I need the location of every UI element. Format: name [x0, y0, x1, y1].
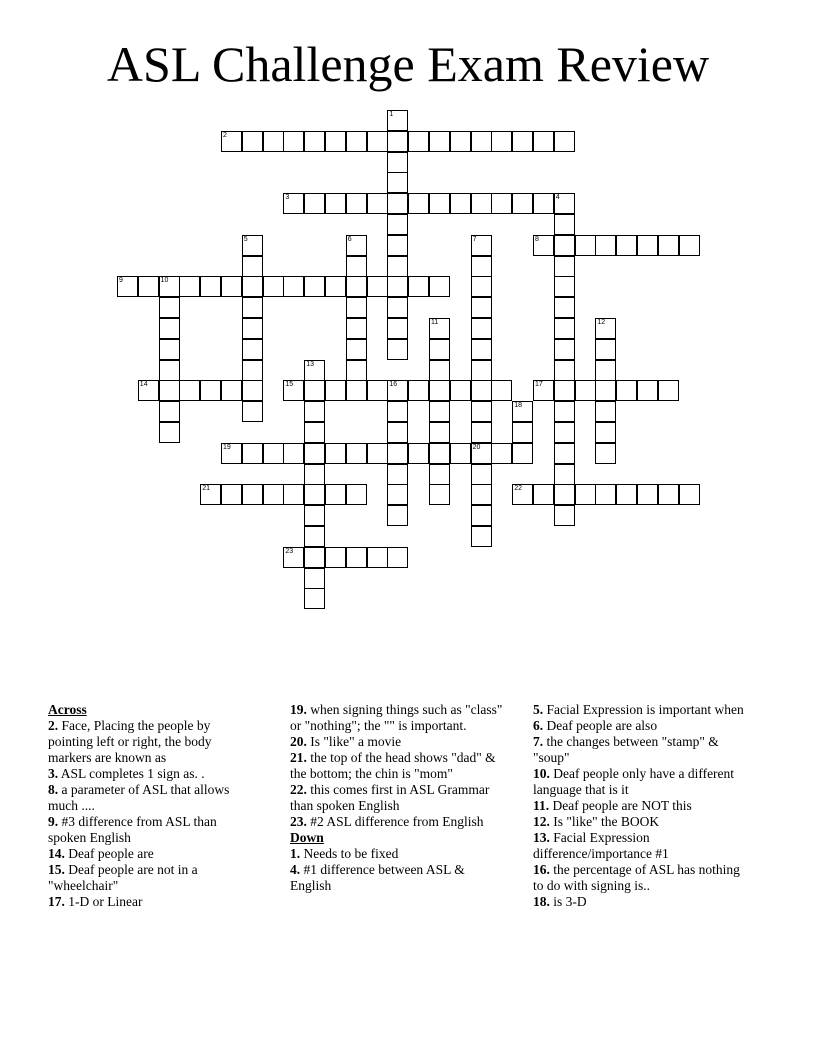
- grid-cell[interactable]: [491, 380, 512, 401]
- clue-item-number: 10.: [533, 766, 550, 781]
- clue-item-number: 12.: [533, 814, 550, 829]
- grid-cell[interactable]: [283, 484, 304, 505]
- clue-item-text: the changes between "stamp" & "soup": [533, 734, 719, 765]
- clue-item: [533, 830, 753, 862]
- clue-item-text: a parameter of ASL that allows much ....: [48, 782, 230, 813]
- clue-item-text: Face, Placing the people by pointing left or right, the body markers are known as: [48, 718, 212, 765]
- clues-column-2: [290, 702, 505, 894]
- grid-cell[interactable]: [450, 380, 471, 401]
- grid-cell[interactable]: [471, 401, 492, 422]
- grid-cell[interactable]: [595, 484, 616, 505]
- clue-number: 15: [285, 381, 294, 389]
- clue-item-text: Deaf people only have a different language that is it: [533, 766, 735, 797]
- clue-number: 8: [535, 235, 539, 243]
- clue-item-text: Deaf people are also: [543, 718, 658, 733]
- grid-cell[interactable]: [408, 380, 429, 401]
- grid-cell[interactable]: [595, 380, 616, 401]
- grid-cell[interactable]: [367, 276, 388, 297]
- grid-cell[interactable]: [346, 318, 367, 339]
- clue-item: [290, 814, 505, 830]
- grid-cell[interactable]: [533, 380, 554, 401]
- grid-cell[interactable]: [429, 443, 450, 464]
- grid-cell[interactable]: [304, 131, 325, 152]
- clue-item-text: Facial Expression difference/importance #1: [533, 830, 669, 861]
- grid-cell[interactable]: [304, 401, 325, 422]
- clue-item: [290, 846, 505, 862]
- grid-cell[interactable]: [346, 297, 367, 318]
- grid-cell[interactable]: [138, 276, 159, 297]
- grid-cell[interactable]: [637, 484, 658, 505]
- clue-item-number: 3.: [48, 766, 59, 781]
- grid-cell[interactable]: [325, 131, 346, 152]
- grid-cell[interactable]: [325, 443, 346, 464]
- grid-cell[interactable]: [200, 380, 221, 401]
- clue-item-text: when signing things such as "class" or "nothing"; the "" is important.: [290, 702, 503, 733]
- clue-item-text: Deaf people are not in a "wheelchair": [48, 862, 198, 893]
- clues-column-3: [533, 702, 753, 910]
- grid-cell[interactable]: [304, 505, 325, 526]
- grid-cell[interactable]: [263, 484, 284, 505]
- grid-cell[interactable]: [616, 380, 637, 401]
- grid-cell[interactable]: [595, 360, 616, 381]
- grid-cell[interactable]: [221, 443, 242, 464]
- grid-cell[interactable]: [346, 276, 367, 297]
- clue-item: [533, 894, 753, 910]
- grid-cell[interactable]: [512, 401, 533, 422]
- grid-cell[interactable]: [533, 131, 554, 152]
- clue-item-text: Is "like" a movie: [306, 734, 402, 749]
- clue-item-number: 1.: [290, 846, 301, 861]
- grid-cell[interactable]: [408, 131, 429, 152]
- clue-number: 23: [285, 547, 294, 555]
- grid-cell[interactable]: [554, 380, 575, 401]
- grid-cell[interactable]: [554, 235, 575, 256]
- grid-cell[interactable]: [491, 131, 512, 152]
- clue-number: 13: [306, 360, 314, 368]
- grid-cell[interactable]: [408, 443, 429, 464]
- clue-item-text: Deaf people are NOT this: [549, 798, 692, 813]
- grid-cell[interactable]: [387, 484, 408, 505]
- clue-item-number: 22.: [290, 782, 307, 797]
- grid-cell[interactable]: [554, 360, 575, 381]
- grid-cell[interactable]: [346, 235, 367, 256]
- clue-item: [48, 846, 258, 862]
- clue-item-number: 14.: [48, 846, 65, 861]
- grid-cell[interactable]: [471, 422, 492, 443]
- clue-item-text: Needs to be fixed: [300, 846, 399, 861]
- grid-cell[interactable]: [429, 360, 450, 381]
- grid-cell[interactable]: [242, 131, 263, 152]
- grid-cell[interactable]: [159, 360, 180, 381]
- grid-cell[interactable]: [242, 401, 263, 422]
- grid-cell[interactable]: [346, 339, 367, 360]
- grid-cell[interactable]: [554, 193, 575, 214]
- page-title: ASL Challenge Exam Review: [106, 36, 710, 92]
- clue-item-number: 21.: [290, 750, 307, 765]
- clue-number: 7: [472, 235, 477, 243]
- grid-cell[interactable]: [283, 443, 304, 464]
- grid-cell[interactable]: [471, 339, 492, 360]
- grid-cell[interactable]: [200, 276, 221, 297]
- down-header: Down: [290, 830, 324, 845]
- grid-cell[interactable]: [471, 380, 492, 401]
- grid-cell[interactable]: [387, 318, 408, 339]
- grid-cell[interactable]: [658, 235, 679, 256]
- grid-cell[interactable]: [554, 401, 575, 422]
- grid-cell[interactable]: [491, 443, 512, 464]
- grid-cell[interactable]: [471, 443, 492, 464]
- clue-number: 1: [389, 111, 394, 118]
- clue-item-number: 7.: [533, 734, 544, 749]
- grid-cell[interactable]: [159, 401, 180, 422]
- grid-cell[interactable]: [304, 380, 325, 401]
- grid-cell[interactable]: [242, 297, 263, 318]
- grid-cell[interactable]: [471, 193, 492, 214]
- clue-item: [533, 798, 753, 814]
- grid-cell[interactable]: [471, 276, 492, 297]
- clue-item: [533, 766, 753, 798]
- grid-cell[interactable]: [159, 318, 180, 339]
- grid-cell[interactable]: [304, 443, 325, 464]
- grid-cell[interactable]: [179, 276, 200, 297]
- clue-item: [533, 862, 753, 894]
- grid-cell[interactable]: [616, 484, 637, 505]
- grid-cell[interactable]: [637, 380, 658, 401]
- grid-cell[interactable]: [679, 484, 700, 505]
- grid-cell[interactable]: [554, 318, 575, 339]
- clue-item-text: Is "like" the BOOK: [549, 814, 660, 829]
- clue-number: 2: [223, 131, 227, 139]
- clue-item: [48, 894, 258, 910]
- clue-number: 20: [472, 443, 481, 451]
- grid-cell[interactable]: [159, 297, 180, 318]
- clue-number: 19: [223, 443, 231, 451]
- clue-number: 17: [535, 381, 543, 389]
- grid-cell[interactable]: [429, 401, 450, 422]
- clue-item-number: 17.: [48, 894, 65, 909]
- grid-cell[interactable]: [387, 380, 408, 401]
- clue-number: 9: [119, 277, 123, 285]
- grid-cell[interactable]: [387, 401, 408, 422]
- clue-item-text: this comes first in ASL Grammar than spoken English: [290, 782, 490, 813]
- grid-cell[interactable]: [554, 214, 575, 235]
- grid-cell[interactable]: [450, 193, 471, 214]
- clue-number: 11: [431, 319, 439, 326]
- clue-item-number: 15.: [48, 862, 65, 877]
- clue-number: 16: [389, 381, 398, 389]
- grid-cell[interactable]: [242, 256, 263, 277]
- grid-cell[interactable]: [387, 110, 408, 131]
- grid-cell[interactable]: [325, 547, 346, 568]
- grid-cell[interactable]: [554, 256, 575, 277]
- grid-cell[interactable]: [429, 380, 450, 401]
- grid-cell[interactable]: [554, 464, 575, 485]
- grid-cell[interactable]: [595, 422, 616, 443]
- grid-cell[interactable]: [304, 360, 325, 381]
- clue-item: [48, 766, 258, 782]
- across-header: Across: [48, 702, 87, 717]
- clue-item-text: #3 difference from ASL than spoken English: [48, 814, 217, 845]
- grid-cell[interactable]: [387, 297, 408, 318]
- grid-cell[interactable]: [429, 131, 450, 152]
- grid-cell[interactable]: [595, 443, 616, 464]
- clue-item-number: 19.: [290, 702, 307, 717]
- grid-cell[interactable]: [387, 422, 408, 443]
- grid-cell[interactable]: [242, 484, 263, 505]
- grid-cell[interactable]: [367, 193, 388, 214]
- clue-item-number: 6.: [533, 718, 544, 733]
- grid-cell[interactable]: [263, 443, 284, 464]
- clue-number: 18: [514, 402, 522, 410]
- clue-item-number: 9.: [48, 814, 59, 829]
- grid-cell[interactable]: [512, 422, 533, 443]
- clue-number: 3: [285, 194, 290, 202]
- grid-cell[interactable]: [367, 380, 388, 401]
- grid-cell[interactable]: [554, 422, 575, 443]
- grid-cell[interactable]: [346, 484, 367, 505]
- grid-cell[interactable]: [263, 131, 284, 152]
- clue-item: [533, 702, 753, 718]
- grid-cell[interactable]: [325, 484, 346, 505]
- grid-cell[interactable]: [471, 235, 492, 256]
- grid-cell[interactable]: [159, 276, 180, 297]
- grid-cell[interactable]: [512, 131, 533, 152]
- grid-cell[interactable]: [450, 131, 471, 152]
- grid-cell[interactable]: [429, 318, 450, 339]
- grid-cell[interactable]: [554, 443, 575, 464]
- clue-item: [48, 814, 258, 846]
- clue-number: 10: [160, 277, 169, 285]
- grid-cell[interactable]: [533, 193, 554, 214]
- clue-item-text: 1-D or Linear: [64, 894, 143, 909]
- grid-cell[interactable]: [346, 360, 367, 381]
- grid-cell[interactable]: [429, 464, 450, 485]
- grid-cell[interactable]: [304, 588, 325, 609]
- grid-cell[interactable]: [595, 401, 616, 422]
- clue-number: 12: [597, 319, 606, 326]
- clue-item-number: 5.: [533, 702, 544, 717]
- grid-cell[interactable]: [242, 380, 263, 401]
- grid-cell[interactable]: [471, 297, 492, 318]
- grid-cell[interactable]: [221, 484, 242, 505]
- grid-cell[interactable]: [304, 568, 325, 589]
- grid-cell[interactable]: [491, 193, 512, 214]
- grid-cell[interactable]: [159, 380, 180, 401]
- clue-item-text: ASL completes 1 sign as. .: [58, 766, 205, 781]
- clue-item: [533, 718, 753, 734]
- clue-item-number: 18.: [533, 894, 550, 909]
- clue-number: 6: [347, 235, 352, 243]
- grid-cell[interactable]: [471, 256, 492, 277]
- clue-item-number: 2.: [48, 718, 59, 733]
- grid-cell[interactable]: [242, 339, 263, 360]
- grid-cell[interactable]: [512, 484, 533, 505]
- grid-cell[interactable]: [242, 360, 263, 381]
- clue-item-number: 11.: [533, 798, 550, 813]
- grid-cell[interactable]: [387, 464, 408, 485]
- grid-cell[interactable]: [346, 547, 367, 568]
- grid-cell[interactable]: [408, 193, 429, 214]
- grid-cell[interactable]: [304, 193, 325, 214]
- clue-item-number: 16.: [533, 862, 550, 877]
- clue-item-number: 23.: [290, 814, 307, 829]
- grid-cell[interactable]: [159, 422, 180, 443]
- grid-cell[interactable]: [346, 380, 367, 401]
- grid-cell[interactable]: [533, 235, 554, 256]
- grid-cell[interactable]: [554, 484, 575, 505]
- grid-cell[interactable]: [242, 443, 263, 464]
- grid-cell[interactable]: [471, 464, 492, 485]
- grid-cell[interactable]: [263, 276, 284, 297]
- clue-item: [48, 782, 258, 814]
- grid-cell[interactable]: [387, 443, 408, 464]
- clue-number: 5: [243, 235, 248, 243]
- grid-cell[interactable]: [512, 443, 533, 464]
- grid-cell[interactable]: [242, 276, 263, 297]
- grid-cell[interactable]: [367, 131, 388, 152]
- clue-item-number: 8.: [48, 782, 59, 797]
- grid-cell[interactable]: [575, 235, 596, 256]
- grid-cell[interactable]: [242, 318, 263, 339]
- grid-cell[interactable]: [367, 547, 388, 568]
- grid-cell[interactable]: [387, 276, 408, 297]
- grid-cell[interactable]: [637, 235, 658, 256]
- grid-cell[interactable]: [429, 193, 450, 214]
- grid-cell[interactable]: [471, 505, 492, 526]
- grid-cell[interactable]: [221, 131, 242, 152]
- grid-cell[interactable]: [179, 380, 200, 401]
- grid-cell[interactable]: [595, 318, 616, 339]
- grid-cell[interactable]: [554, 131, 575, 152]
- grid-cell[interactable]: [679, 235, 700, 256]
- clue-item-text: is 3-D: [549, 894, 587, 909]
- grid-cell[interactable]: [429, 484, 450, 505]
- grid-cell[interactable]: [138, 380, 159, 401]
- grid-cell[interactable]: [554, 297, 575, 318]
- grid-cell[interactable]: [346, 256, 367, 277]
- grid-cell[interactable]: [575, 484, 596, 505]
- grid-cell[interactable]: [471, 484, 492, 505]
- grid-cell[interactable]: [554, 505, 575, 526]
- grid-cell[interactable]: [283, 131, 304, 152]
- grid-cell[interactable]: [471, 360, 492, 381]
- grid-cell[interactable]: [325, 276, 346, 297]
- grid-cell[interactable]: [200, 484, 221, 505]
- grid-cell[interactable]: [387, 235, 408, 256]
- grid-cell[interactable]: [346, 131, 367, 152]
- grid-cell[interactable]: [283, 276, 304, 297]
- clue-item-text: #2 ASL difference from English: [306, 814, 484, 829]
- grid-cell[interactable]: [325, 193, 346, 214]
- clue-item: [290, 702, 505, 734]
- grid-cell[interactable]: [575, 380, 596, 401]
- grid-cell[interactable]: [242, 235, 263, 256]
- grid-cell[interactable]: [658, 484, 679, 505]
- clue-number: 22: [514, 485, 522, 493]
- grid-cell[interactable]: [616, 235, 637, 256]
- clue-item: [290, 750, 505, 782]
- grid-cell[interactable]: [387, 193, 408, 214]
- grid-cell[interactable]: [471, 526, 492, 547]
- clue-item-text: Deaf people are: [64, 846, 154, 861]
- grid-cell[interactable]: [408, 276, 429, 297]
- clue-item: [48, 718, 258, 766]
- grid-cell[interactable]: [367, 443, 388, 464]
- clue-item: [48, 862, 258, 894]
- grid-cell[interactable]: [117, 276, 138, 297]
- grid-cell[interactable]: [533, 484, 554, 505]
- grid-cell[interactable]: [221, 380, 242, 401]
- grid-cell[interactable]: [387, 214, 408, 235]
- grid-cell[interactable]: [512, 193, 533, 214]
- clue-item-text: the percentage of ASL has nothing to do with signing is..: [533, 862, 740, 893]
- grid-cell[interactable]: [304, 422, 325, 443]
- grid-cell[interactable]: [159, 339, 180, 360]
- clue-item: [533, 814, 753, 830]
- grid-cell[interactable]: [429, 276, 450, 297]
- grid-cell[interactable]: [429, 339, 450, 360]
- grid-cell[interactable]: [304, 276, 325, 297]
- grid-cell[interactable]: [283, 193, 304, 214]
- grid-cell[interactable]: [346, 193, 367, 214]
- grid-cell[interactable]: [304, 547, 325, 568]
- clue-number: 4: [555, 194, 560, 202]
- grid-cell[interactable]: [471, 131, 492, 152]
- clue-item-text: #1 difference between ASL & English: [290, 862, 465, 893]
- grid-cell[interactable]: [658, 380, 679, 401]
- grid-cell[interactable]: [554, 339, 575, 360]
- clue-item: [290, 782, 505, 814]
- clue-item-text: the top of the head shows "dad" & the bottom; the chin is "mom": [290, 750, 496, 781]
- grid-cell[interactable]: [304, 526, 325, 547]
- grid-cell[interactable]: [283, 547, 304, 568]
- grid-cell[interactable]: [450, 443, 471, 464]
- grid-cell[interactable]: [387, 505, 408, 526]
- clue-item-number: 13.: [533, 830, 550, 845]
- grid-cell[interactable]: [387, 547, 408, 568]
- grid-cell[interactable]: [387, 131, 408, 152]
- grid-cell[interactable]: [346, 443, 367, 464]
- grid-cell[interactable]: [221, 276, 242, 297]
- grid-cell[interactable]: [595, 339, 616, 360]
- clue-item: [290, 862, 505, 894]
- clue-number: 14: [139, 381, 148, 389]
- grid-cell[interactable]: [387, 152, 408, 173]
- clue-number: 21: [202, 485, 210, 493]
- grid-cell[interactable]: [387, 256, 408, 277]
- grid-cell[interactable]: [283, 380, 304, 401]
- grid-cell[interactable]: [595, 235, 616, 256]
- grid-cell[interactable]: [387, 172, 408, 193]
- grid-cell[interactable]: [471, 318, 492, 339]
- grid-cell[interactable]: [554, 276, 575, 297]
- clue-item-number: 20.: [290, 734, 307, 749]
- clue-item: [290, 734, 505, 750]
- clue-item: [533, 734, 753, 766]
- grid-cell[interactable]: [429, 422, 450, 443]
- grid-cell[interactable]: [325, 380, 346, 401]
- clues-column-1: [48, 702, 258, 910]
- grid-cell[interactable]: [304, 484, 325, 505]
- grid-cell[interactable]: [387, 339, 408, 360]
- clue-item-number: 4.: [290, 862, 301, 877]
- clue-item-text: Facial Expression is important when: [543, 702, 744, 717]
- grid-cell[interactable]: [304, 464, 325, 485]
